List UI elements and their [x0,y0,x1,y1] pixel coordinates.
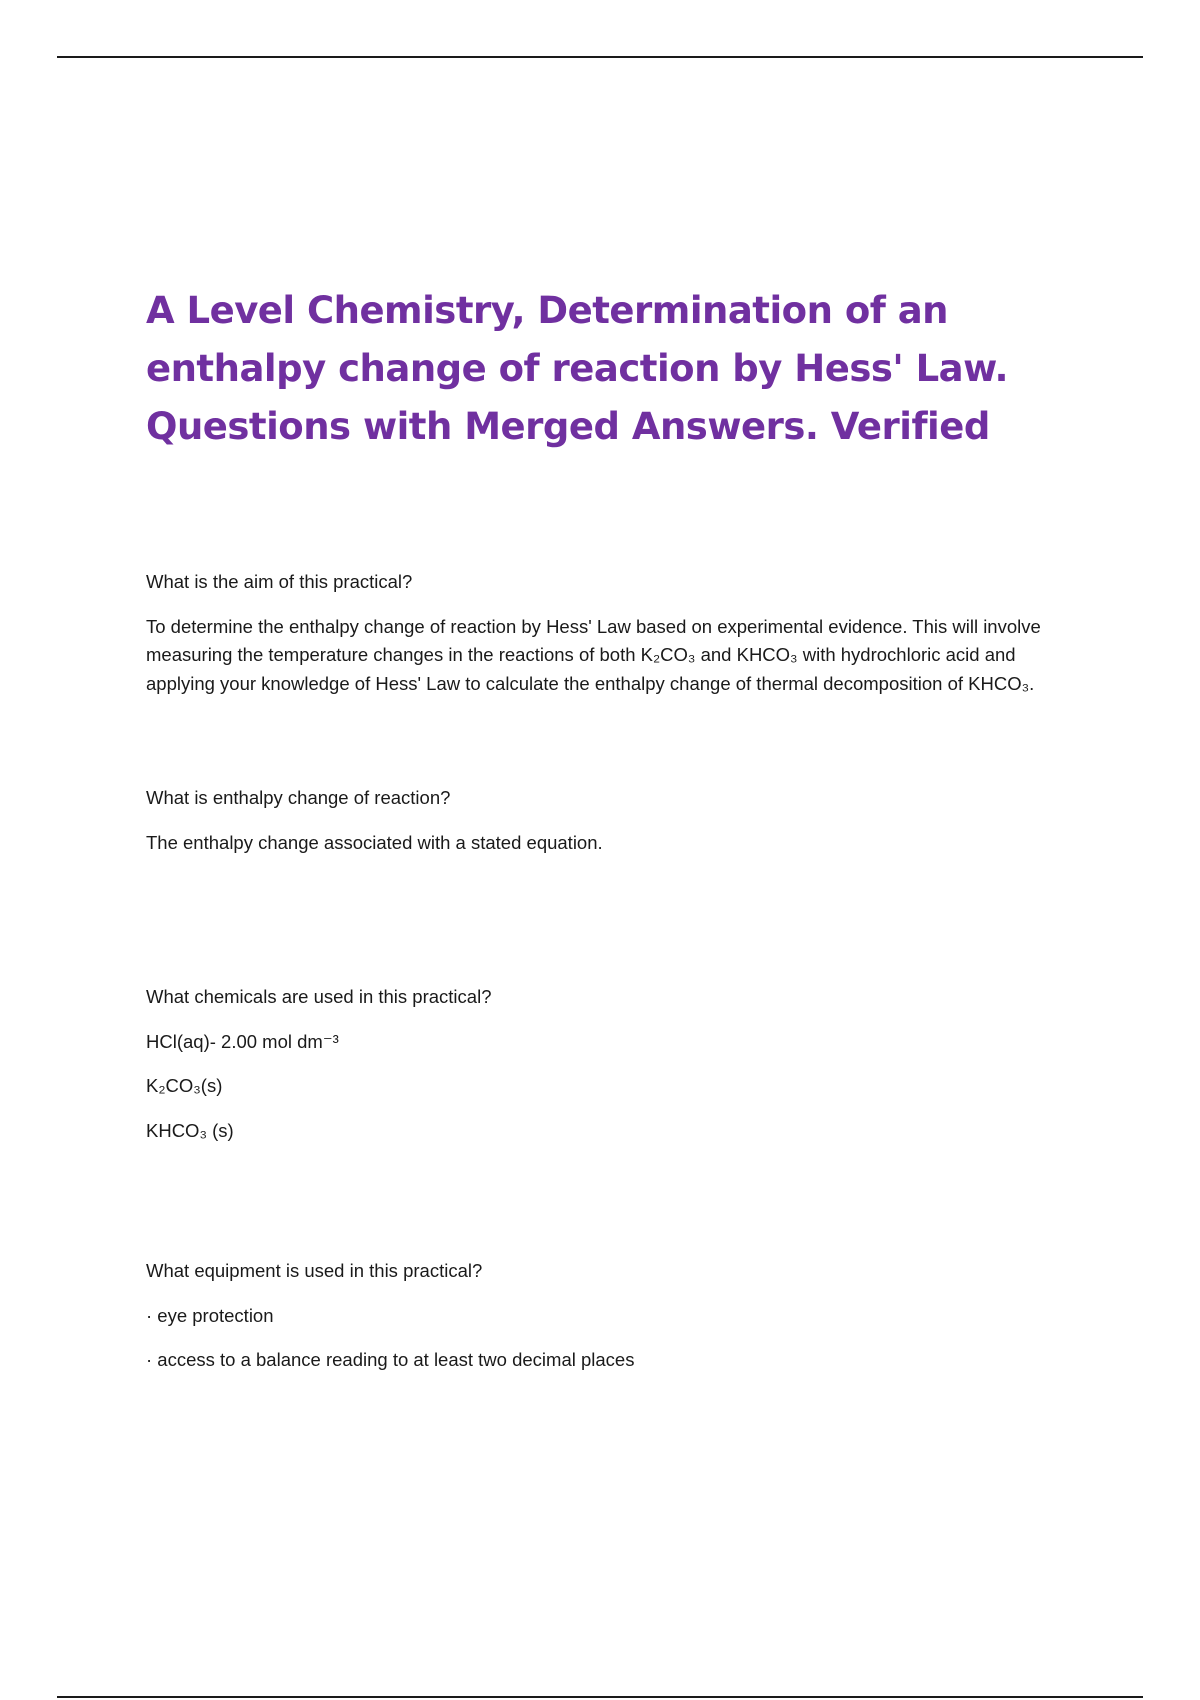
answer-line: K₂CO₃(s) [146,1075,223,1096]
question: What equipment is used in this practical? [146,1260,483,1281]
question: What is the aim of this practical? [146,571,413,592]
document-body [146,282,1086,1391]
answer-line: HCl(aq)- 2.00 mol dm⁻³ [146,1030,339,1052]
footer-rule [57,1696,1143,1698]
answer: To determine the enthalpy change of reaction by Hess' Law based on experimental evidence. This will involve measuring the temperature changes in the reactions of both K₂CO₃ and KHCO₃ with hydrochloric acid and applying your knowledge of Hess' Law to calculate the enthalpy change of thermal decomposition of KHCO₃. [146,615,1041,694]
qa-item-chemicals [146,983,1086,1145]
answer-line: · eye protection [146,1304,274,1326]
qa-list [146,568,1086,1375]
question: What chemicals are used in this practical? [146,986,492,1007]
question: What is enthalpy change of reaction? [146,787,451,808]
qa-item-equipment [146,1257,1086,1375]
qa-item-aim [146,568,1086,698]
qa-item-enthalpy-definition [146,784,1086,857]
header-rule [57,56,1143,58]
answer-line: KHCO₃ (s) [146,1119,234,1141]
answer-line: · access to a balance reading to at least two decimal places [146,1349,635,1370]
answer: The enthalpy change associated with a stated equation. [146,831,603,853]
document-title: A Level Chemistry, Determination of an enthalpy change of reaction by Hess' Law. Questions with Merged Answers. Verified [146,289,1009,448]
